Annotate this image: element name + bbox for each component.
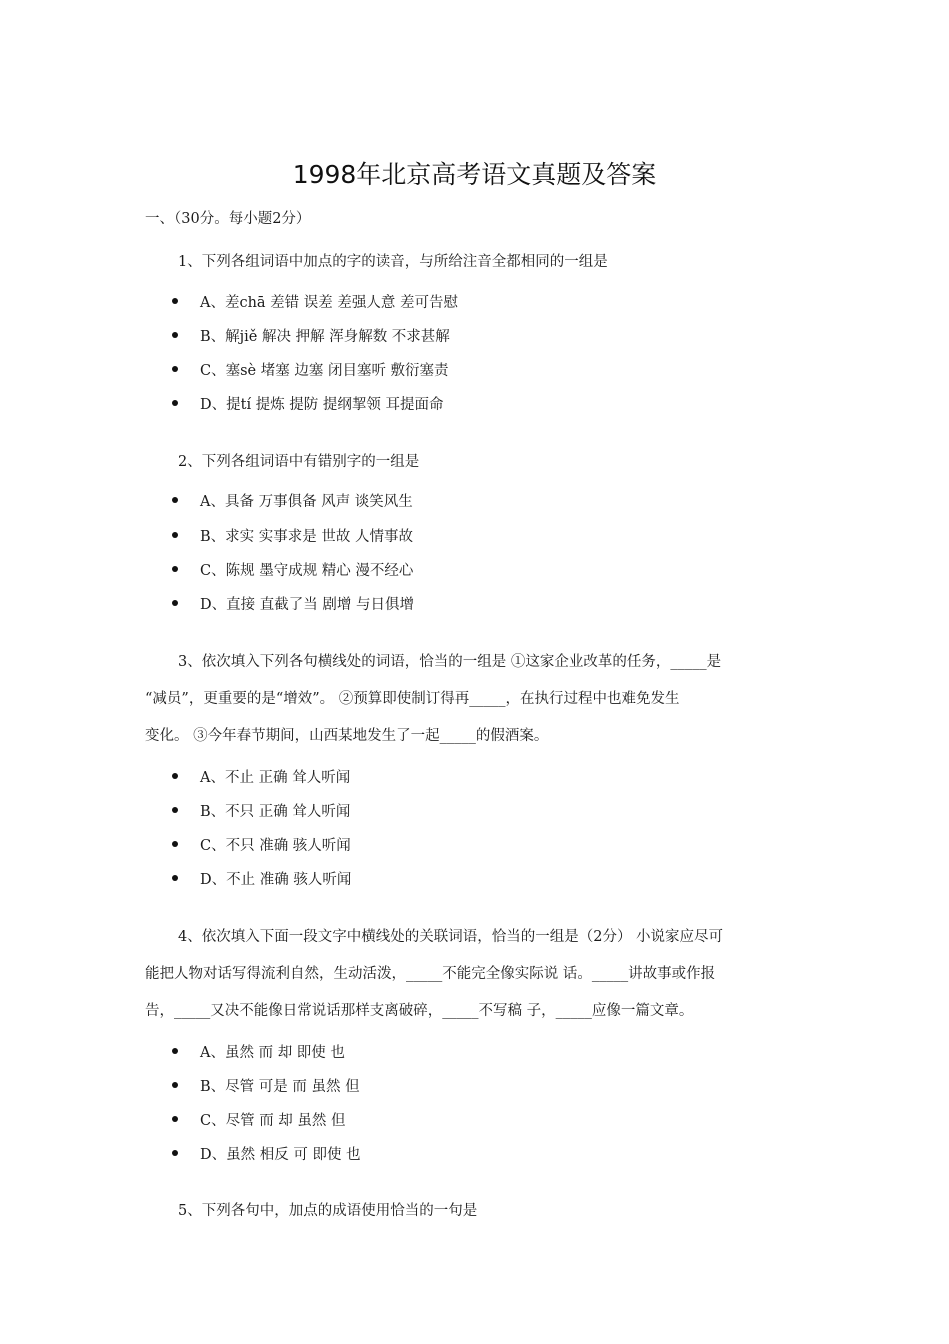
- bullet-icon: [172, 841, 178, 847]
- question-4-text-line-2: 能把人物对话写得流利自然，生动活泼，_____不能完全像实际说 话。_____讲故事或作报: [145, 966, 716, 982]
- question-3-option-a: [172, 766, 350, 787]
- option-text: C、陈规 墨守成规 精心 漫不经心: [200, 563, 414, 579]
- question-2-option-d: [172, 593, 414, 614]
- bullet-icon: [172, 400, 178, 406]
- bullet-icon: [172, 1150, 178, 1156]
- option-text: D、不止 准确 骇人听闻: [200, 872, 352, 888]
- option-text: A、虽然 而 却 即使 也: [200, 1045, 345, 1061]
- question-2-option-b: [172, 525, 413, 546]
- option-text: A、不止 正确 耸人听闻: [200, 770, 351, 786]
- bullet-icon: [172, 532, 178, 538]
- question-2-option-c: [172, 559, 413, 580]
- bullet-icon: [172, 566, 178, 572]
- option-text: C、不只 准确 骇人听闻: [200, 838, 351, 854]
- bullet-icon: [172, 773, 178, 779]
- question-4-text-line-1: 4、依次填入下面一段文字中横线处的关联词语，恰当的一组是（2分） 小说家应尽可: [178, 929, 724, 945]
- question-4-option-a: [172, 1041, 345, 1062]
- question-1-option-d: [172, 393, 444, 414]
- question-1-option-b: [172, 325, 450, 346]
- bullet-icon: [172, 600, 178, 606]
- bullet-icon: [172, 1082, 178, 1088]
- option-text: B、求实 实事求是 世故 人情事故: [200, 529, 413, 545]
- option-text: C、塞sè 堵塞 边塞 闭目塞听 敷衍塞责: [200, 363, 449, 379]
- bullet-icon: [172, 1116, 178, 1122]
- question-4-option-c: [172, 1109, 346, 1130]
- question-3-option-d: [172, 868, 351, 889]
- question-1-option-c: [172, 359, 449, 380]
- bullet-icon: [172, 366, 178, 372]
- option-text: A、具备 万事俱备 风声 谈笑风生: [200, 494, 413, 510]
- section-heading: 一、（30分。每小题2分）: [145, 211, 311, 227]
- question-3-option-b: [172, 800, 350, 821]
- question-4-option-b: [172, 1075, 360, 1096]
- option-text: A、差chā 差错 误差 差强人意 差可告慰: [200, 295, 459, 311]
- option-text: D、提tí 提炼 提防 提纲挈领 耳提面命: [200, 397, 444, 413]
- question-3-option-c: [172, 834, 351, 855]
- question-1-option-a: [172, 291, 458, 312]
- option-text: C、尽管 而 却 虽然 但: [200, 1113, 346, 1129]
- option-text: B、不只 正确 耸人听闻: [200, 804, 351, 820]
- option-text: B、解jiě 解决 押解 浑身解数 不求甚解: [200, 329, 450, 345]
- option-text: D、直接 直截了当 剧增 与日俱增: [200, 597, 414, 613]
- bullet-icon: [172, 807, 178, 813]
- bullet-icon: [172, 875, 178, 881]
- question-5-text: 5、下列各句中，加点的成语使用恰当的一句是: [178, 1203, 478, 1219]
- question-2-option-a: [172, 490, 413, 511]
- bullet-icon: [172, 298, 178, 304]
- option-text: D、虽然 相反 可 即使 也: [200, 1147, 361, 1163]
- question-3-text-line-2: “减员”，更重要的是“增效”。 ②预算即使制订得再_____，在执行过程中也难免发生: [145, 691, 680, 707]
- bullet-icon: [172, 497, 178, 503]
- option-text: B、尽管 可是 而 虽然 但: [200, 1079, 360, 1095]
- bullet-icon: [172, 332, 178, 338]
- question-3-text-line-3: 变化。 ③今年春节期间，山西某地发生了一起_____的假酒案。: [145, 728, 549, 744]
- page-title: 1998年北京高考语文真题及答案: [292, 160, 657, 189]
- question-3-text-line-1: 3、依次填入下列各句横线处的词语，恰当的一组是 ①这家企业改革的任务，_____是: [178, 654, 722, 670]
- question-4-option-d: [172, 1143, 361, 1164]
- question-1-text: 1、下列各组词语中加点的字的读音，与所给注音全都相同的一组是: [178, 254, 608, 270]
- bullet-icon: [172, 1048, 178, 1054]
- question-4-text-line-3: 告，_____又决不能像日常说话那样支离破碎，_____不写稿 子，_____应像一篇文章。: [145, 1003, 694, 1019]
- question-2-text: 2、下列各组词语中有错别字的一组是: [178, 454, 420, 470]
